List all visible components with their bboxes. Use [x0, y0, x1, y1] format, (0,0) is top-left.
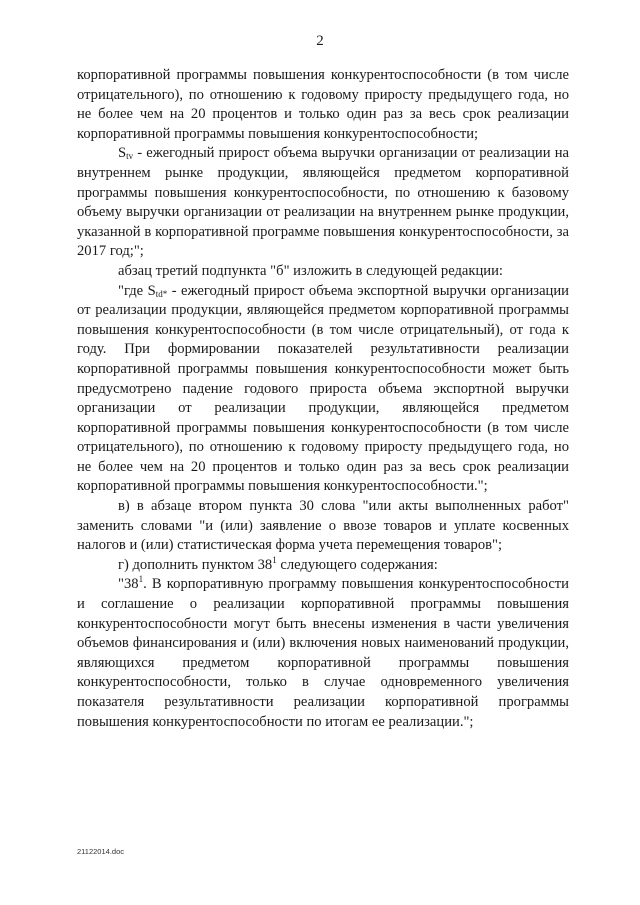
paragraph-7-text-b: . В корпоративную программу повышения конкурентоспособности и соглашение о реализации корпоративной программы повышения конкурентоспособности могут быть внесены изменения в части увеличения объемов финансирования и (или) включения новых наименований продукции, являющихся предметом корпоративной программы повышения конкурентоспособности, только в случае одновременного увеличения показателя результативности реализации корпоративной программы повышения конкурентоспособности по итогам ее реализации.";	[77, 576, 569, 730]
file-name-footer: 21122014.doc	[77, 847, 124, 856]
paragraph-5: в) в абзаце втором пункта 30 слова "или акты выполненных работ" заменить словами "и (или) заявление о ввозе товаров и уплате косвенных налогов и (или) статистическая форма учета перемещения товаров";	[77, 498, 569, 554]
superscript: 1	[272, 554, 277, 565]
paragraph-1: корпоративной программы повышения конкурентоспособности (в том числе отрицательного), по отношению к годовому приросту предыдущего года, но не более чем на 20 процентов и только один раз за весь срок реализации корпоративной программы повышения конкурентоспособности;	[77, 67, 569, 142]
variable-symbol: S	[118, 145, 127, 162]
superscript: 1	[138, 574, 144, 585]
variable-subscript: td*	[155, 288, 168, 299]
paragraph-7-text-a: "38	[118, 576, 139, 593]
quote-prefix: "где	[118, 282, 148, 299]
paragraph-2-text: - ежегодный прирост объема выручки организации от реализации на внутреннем рынке продукции, являющейся предметом корпоративной программы повышения конкурентоспособности, по отношению к базовому объему выручки организации от реализации на внутреннем рынке продукции, указанной в корпоративной программе повышения конкурентоспособности, за 2017 год;";	[77, 145, 569, 260]
variable-symbol: S	[147, 282, 156, 299]
variable-subscript: tv	[126, 151, 134, 162]
paragraph-2	[77, 144, 569, 262]
paragraph-6-text-a: г) дополнить пунктом 38	[118, 556, 273, 573]
paragraph-6-text-b: следующего содержания:	[276, 556, 438, 573]
paragraph-4	[77, 282, 569, 498]
page-number: 2	[316, 33, 324, 49]
paragraph-4-text: - ежегодный прирост объема экспортной выручки организации от реализации продукции, являющейся предметом корпоративной программы повышения конкурентоспособности (в том числе отрицательный), от года к году. При формировании показателей результативности реализации корпоративной программы повышения конкурентоспособности может быть предусмотрено падение годового прироста объема экспортной выручки организации от реализации продукции, являющейся предметом корпоративной программы повышения конкурентоспособности (в том числе отрицательного), по отношению к годовому приросту предыдущего года, но не более чем на 20 процентов и только один раз за весь срок реализации корпоративной программы повышения конкурентоспособности.";	[77, 282, 569, 495]
paragraph-7	[77, 575, 569, 732]
paragraph-6	[77, 556, 569, 576]
paragraph-3: абзац третий подпункта "б" изложить в следующей редакции:	[118, 262, 503, 279]
document-body	[77, 66, 569, 732]
